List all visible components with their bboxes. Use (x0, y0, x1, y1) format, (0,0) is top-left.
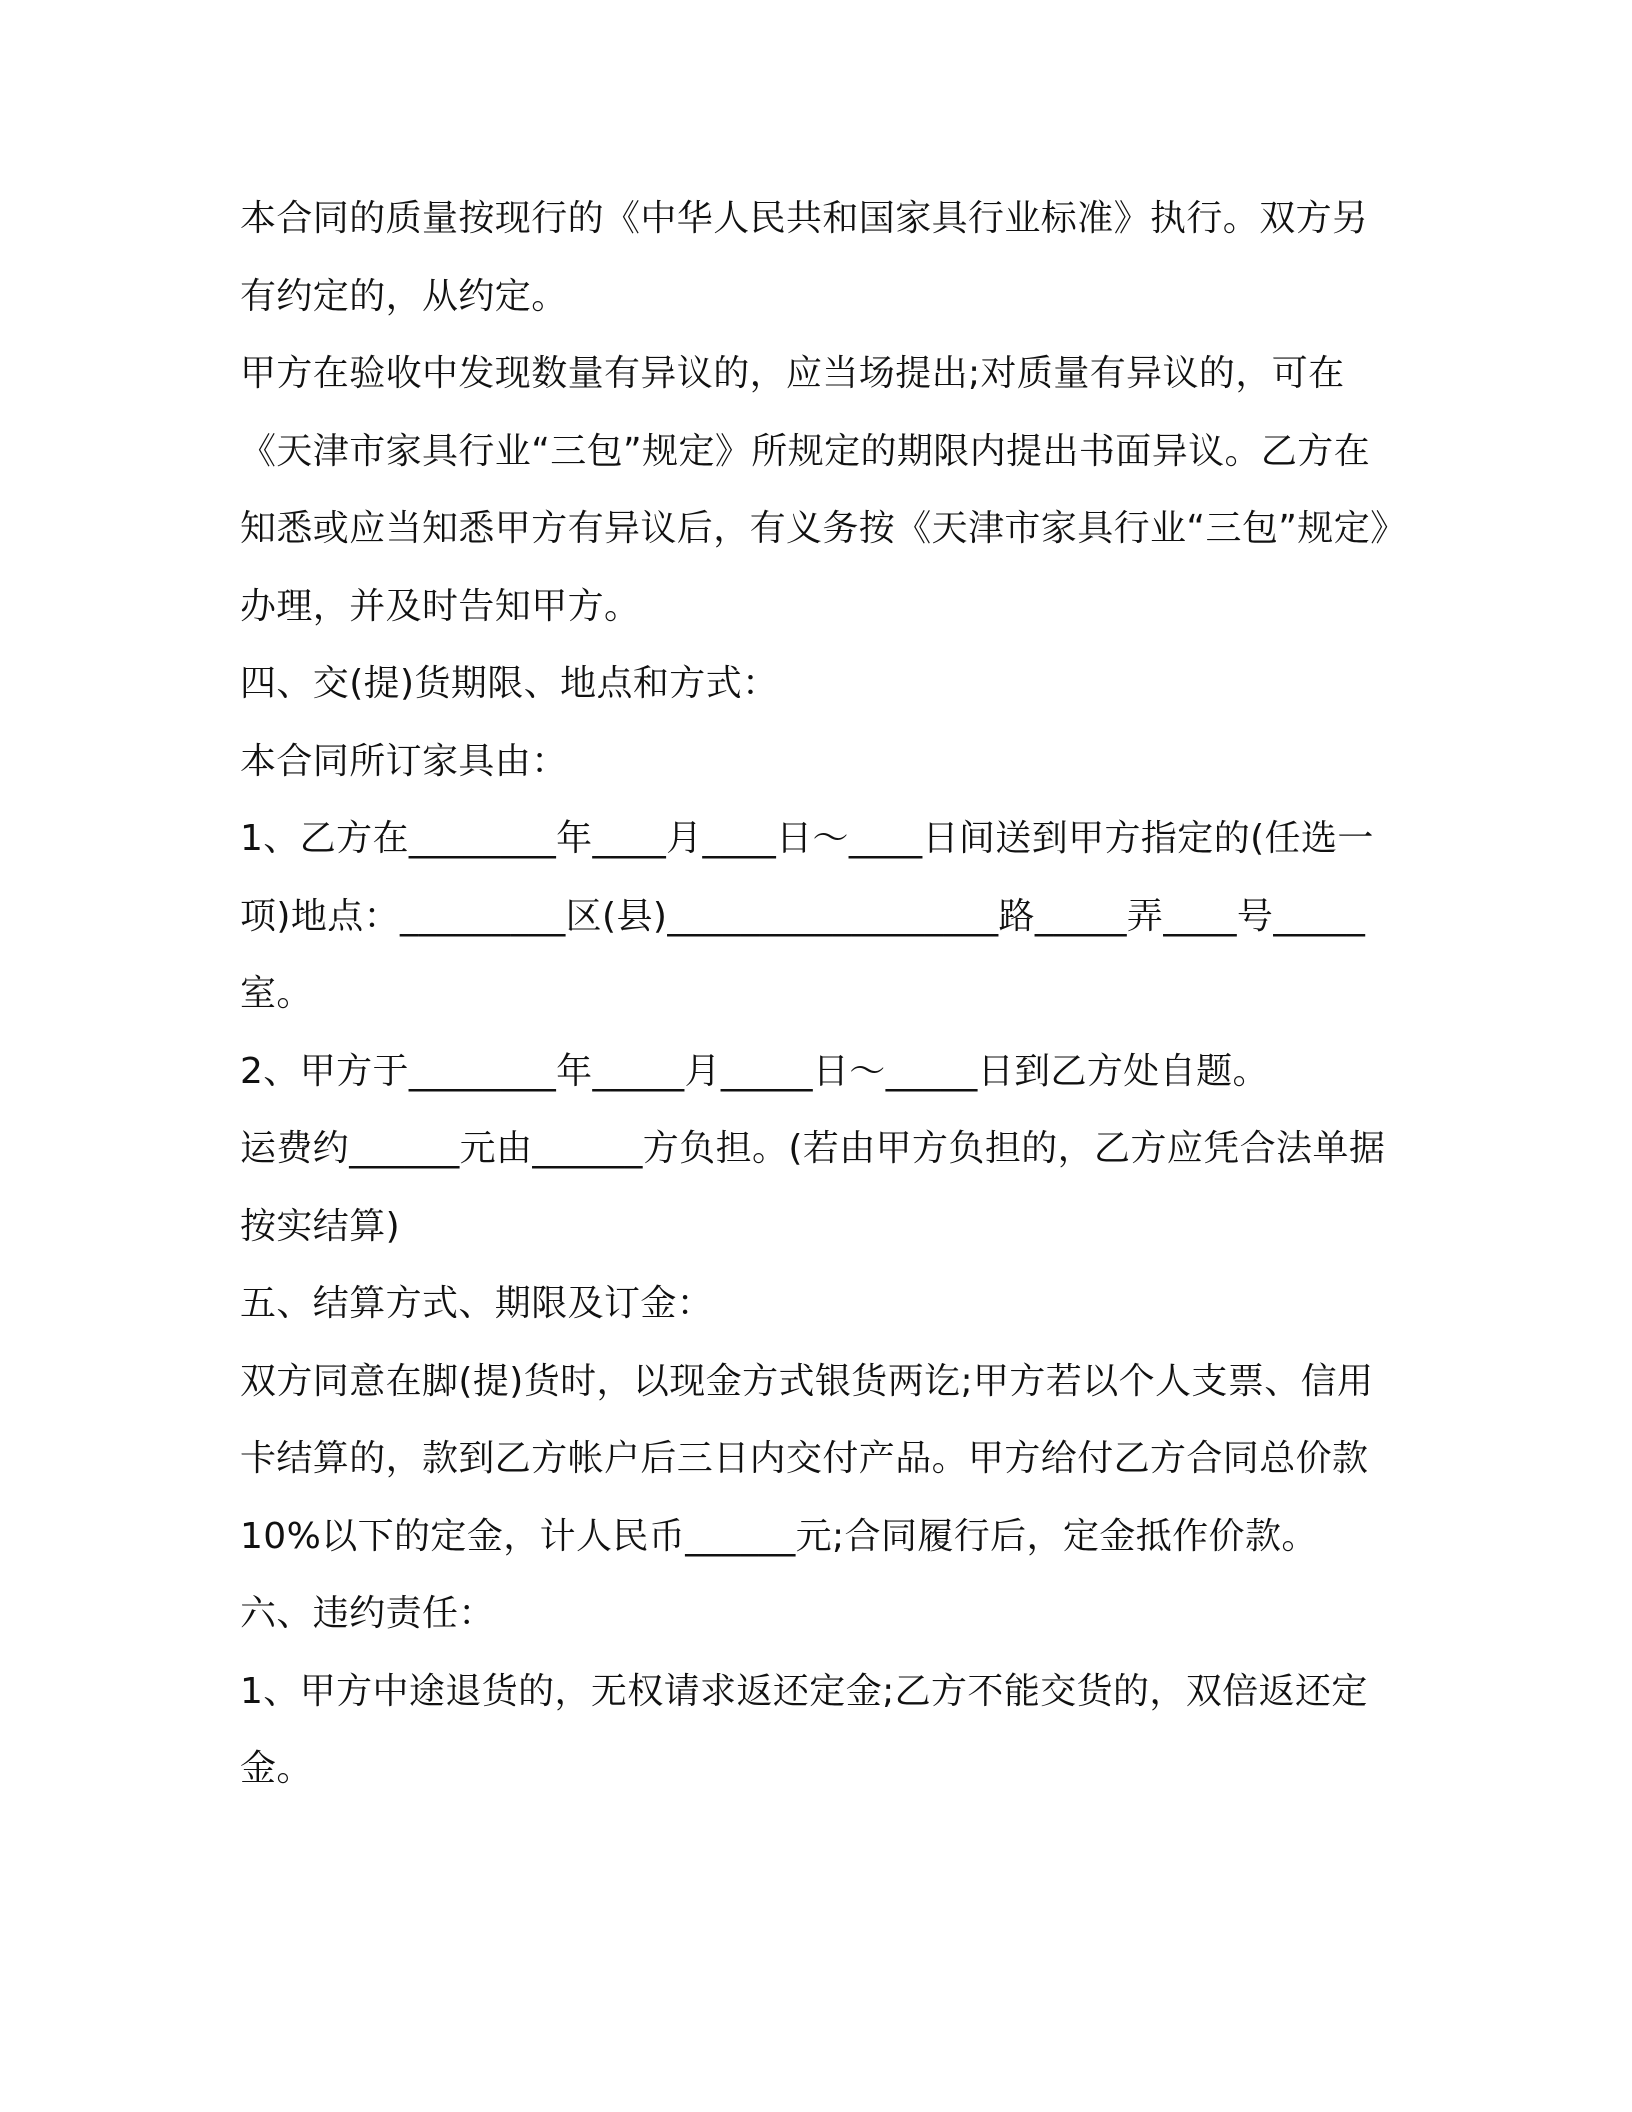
clause-liability-deposit: 1、甲方中途退货的，无权请求返还定金;乙方不能交货的，双倍返还定金。 (240, 1670, 1368, 1789)
section-heading-liability: 六、违约责任： (240, 1593, 495, 1634)
paragraph-acceptance-objection: 甲方在验收中发现数量有异议的，应当场提出;对质量有异议的，可在《天津市家具行业“三包”规定》所规定的期限内提出书面异议。乙方在知悉或应当知悉甲方有异议后，有义务按《天津市家具行业“三包”规定》办理，并及时告知甲方。 (240, 353, 1389, 627)
section-heading-settlement: 五、结算方式、期限及订金： (240, 1283, 714, 1324)
paragraph-quality-standard: 本合同的质量按现行的《中华人民共和国家具行业标准》执行。双方另有约定的，从约定。 (240, 198, 1369, 317)
paragraph-freight-cost: 运费约______元由______方负担。(若由甲方负担的，乙方应凭合法单据按实结算) (240, 1128, 1386, 1247)
paragraph-furniture-ordered: 本合同所订家具由： (240, 740, 568, 782)
clause-seller-delivery: 1、乙方在________年____月____日～____日间送到甲方指定的(任选一项)地点：_________区(县)__________________路_____弄____号_____室。 (240, 818, 1374, 1014)
section-heading-delivery: 四、交(提)货期限、地点和方式： (240, 663, 779, 704)
paragraph-settlement-deposit: 双方同意在脚(提)货时，以现金方式银货两讫;甲方若以个人支票、信用卡结算的，款到乙方帐户后三日内交付产品。甲方给付乙方合同总价款 10%以下的定金，计人民币______元;合同履行后，定金抵作价款。 (240, 1360, 1381, 1557)
document-body (240, 180, 1390, 1808)
clause-buyer-pickup: 2、甲方于________年_____月_____日～_____日到乙方处自题。 (240, 1050, 1269, 1092)
